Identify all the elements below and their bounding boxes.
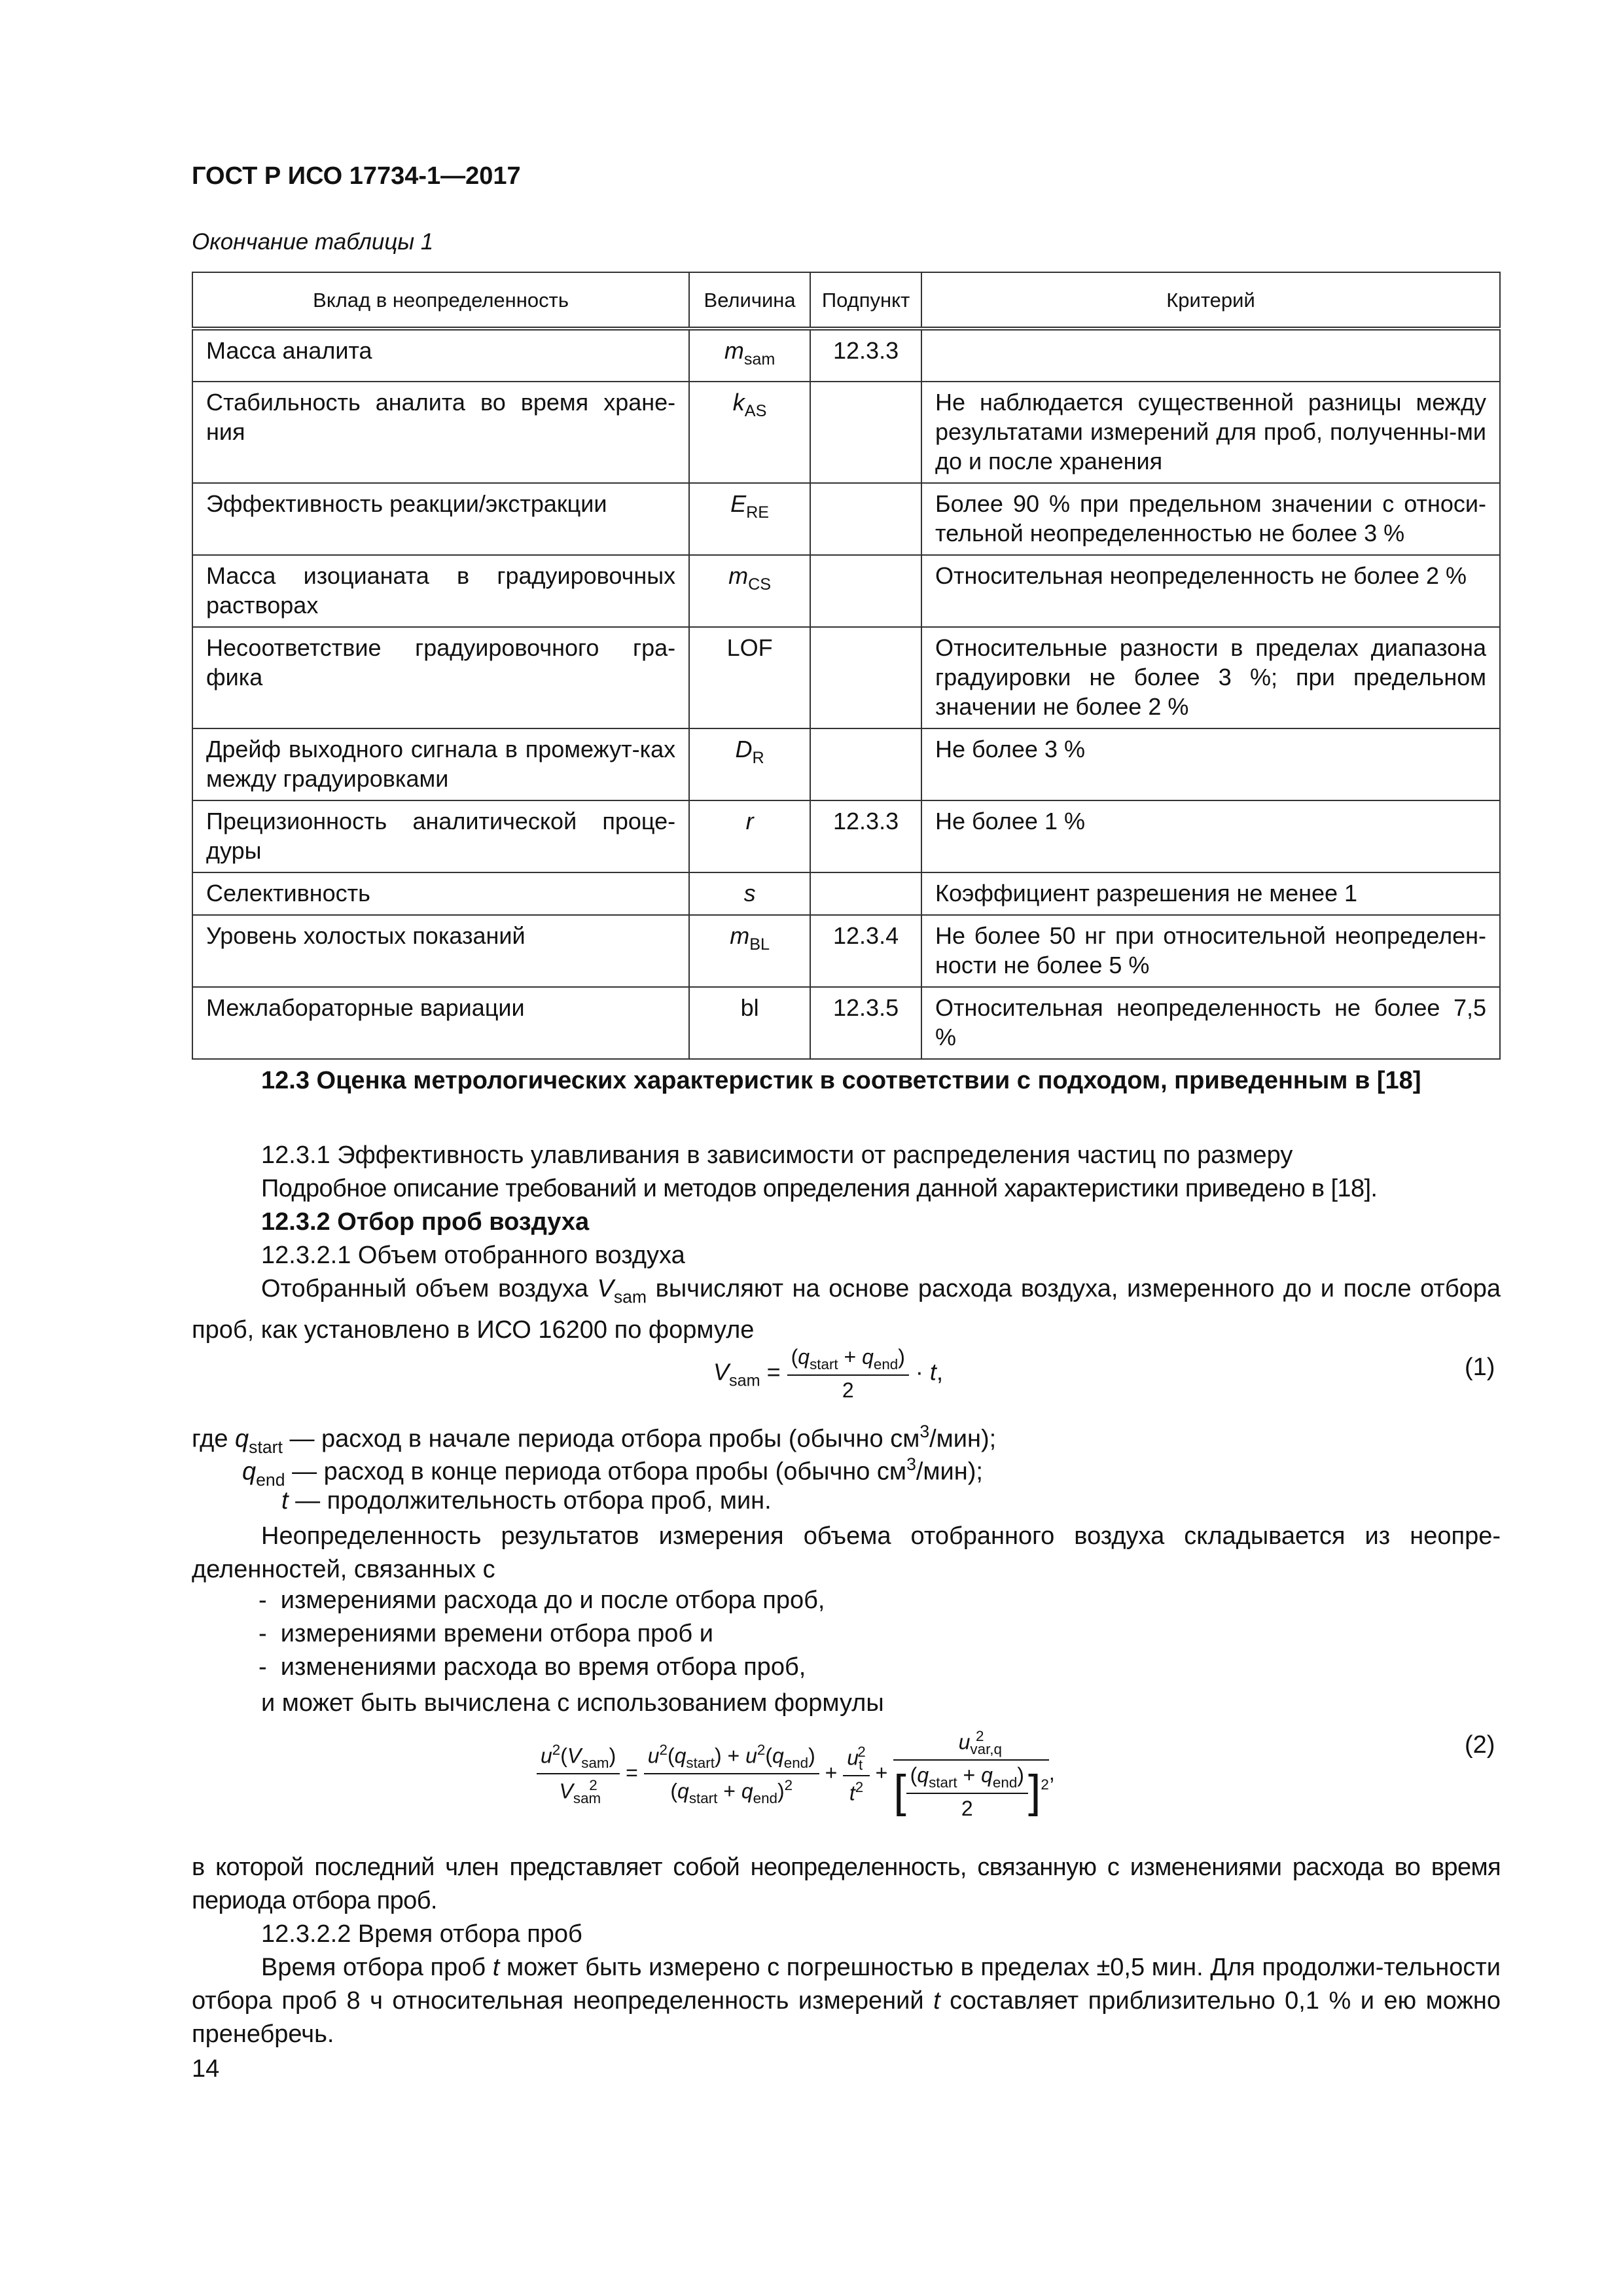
equation-1: $V_{sam}$ = $\frac{(q_{start} + q_{end})}{2}$ · t, <box>713 1345 943 1402</box>
list-item: - измерениями расхода до и после отбора проб, <box>259 1587 825 1614</box>
symbol-cell: $m_{CS}$ <box>689 555 810 627</box>
uncertainty-table <box>192 272 1501 1060</box>
table-row <box>192 915 1500 987</box>
contribution-cell: Дрейф выходного сигнала в промежут-ках между градуировками <box>192 728 689 800</box>
column-header: Вклад в неопределенность <box>192 272 689 329</box>
contribution-cell: Масса изоцианата в градуировочных растворах <box>192 555 689 627</box>
symbol-cell: r <box>689 800 810 872</box>
text: Отобранный объем воздуха <box>261 1275 588 1302</box>
paragraph: и может быть вычислена с использованием формулы <box>261 1689 884 1717</box>
symbol-cell: $E_{RE}$ <box>689 483 810 555</box>
column-header: Величина <box>689 272 810 329</box>
criterion-cell: Не более 1 % <box>921 800 1500 872</box>
list-item: - измерениями времени отбора проб и <box>259 1620 713 1647</box>
table-body <box>192 329 1500 1059</box>
symbol-cell: s <box>689 872 810 915</box>
symbol-cell: $D_R$ <box>689 728 810 800</box>
subclause-cell <box>810 382 921 483</box>
subclause-12-3-1: 12.3.1 Эффективность улавливания в зависимости от распределения частиц по размеру <box>261 1141 1293 1169</box>
symbol-cell: $m_{BL}$ <box>689 915 810 987</box>
contribution-cell: Уровень холостых показаний <box>192 915 689 987</box>
symbol-cell: $m_{sam}$ <box>689 329 810 382</box>
criterion-cell: Относительная неопределенность не более 7,5 % <box>921 987 1500 1059</box>
table-row <box>192 987 1500 1059</box>
page-number: 14 <box>192 2055 220 2083</box>
list-item: - изменениями расхода во время отбора проб, <box>259 1653 806 1681</box>
subclause-cell: 12.3.3 <box>810 329 921 382</box>
paragraph-uncertainty: Неопределенность результатов измерения объема отобранного воздуха складывается из неопре-деленностей, связанных с <box>192 1522 1501 1583</box>
contribution-cell: Эффективность реакции/экстракции <box>192 483 689 555</box>
table-row <box>192 800 1500 872</box>
symbol-cell: bl <box>689 987 810 1059</box>
subclause-cell <box>810 728 921 800</box>
where-line-1: где $q_{start}$ — расход в начале периода отбора пробы (обычно $см^3/мин$); <box>192 1422 997 1457</box>
subclause-12-3-2-2: 12.3.2.2 Время отбора проб <box>261 1920 582 1948</box>
subclause-12-3-2-1: 12.3.2.1 Объем отобранного воздуха <box>261 1242 685 1269</box>
symbol-cell: LOF <box>689 627 810 728</box>
column-header: Критерий <box>921 272 1500 329</box>
subclause-cell <box>810 872 921 915</box>
criterion-cell: Коэффициент разрешения не менее 1 <box>921 872 1500 915</box>
where-line-2: $q_{end}$ — расход в конце периода отбора пробы (обычно $см^3/мин$); <box>242 1454 983 1490</box>
table-row <box>192 329 1500 382</box>
paragraph-volume: Отобранный объем воздуха $V_{sam}$ вычисляют на основе расхода воздуха, измеренного до и после отбора проб, как установлено в ИСО 16200 по формуле <box>192 1275 1501 1344</box>
equation-number: (1) <box>1465 1354 1495 1381</box>
subclause-cell <box>810 627 921 728</box>
subclause-cell <box>810 483 921 555</box>
table-row <box>192 555 1500 627</box>
contribution-cell: Межлабораторные вариации <box>192 987 689 1059</box>
table-caption: Окончание таблицы 1 <box>192 229 434 255</box>
criterion-cell: Относительные разности в пределах диапазона градуировки не более 3 %; при предельном значении не более 2 % <box>921 627 1500 728</box>
subclause-cell: 12.3.4 <box>810 915 921 987</box>
symbol-cell: $k_{AS}$ <box>689 382 810 483</box>
criterion-cell <box>921 329 1500 382</box>
contribution-cell: Несоответствие градуировочного гра-фика <box>192 627 689 728</box>
subclause-12-3-2-heading: 12.3.2 Отбор проб воздуха <box>261 1208 590 1236</box>
paragraph: Подробное описание требований и методов определения данной характеристики приведено в [18]. <box>261 1175 1378 1202</box>
subclause-cell: 12.3.3 <box>810 800 921 872</box>
column-header: Подпункт <box>810 272 921 329</box>
table-row <box>192 483 1500 555</box>
contribution-cell: Прецизионность аналитической проце-дуры <box>192 800 689 872</box>
paragraph-last-term: в которой последний член представляет собой неопределенность, связанную с изменениями расхода во время периода отбора проб. <box>192 1854 1501 1914</box>
document-header: ГОСТ Р ИСО 17734-1—2017 <box>192 162 521 190</box>
equation-2: $\frac{u^2(V_{sam})}{V_{sam}^2}$ = $\frac{u^2(q_{start}) + u^2(q_{end})}{(q_{start} + q_{end})^2}$ + $\frac{u_t^2}{t^2}$ + $u_{var,q}^2$ [ $\frac{(q_{start} + q_{end})}{2}$ ]$^2$ , <box>537 1728 1055 1821</box>
equation-number: (2) <box>1465 1731 1495 1759</box>
table-row <box>192 382 1500 483</box>
table-row <box>192 872 1500 915</box>
contribution-cell: Селективность <box>192 872 689 915</box>
criterion-cell: Не наблюдается существенной разницы между результатами измерений для проб, полученны-ми до и после хранения <box>921 382 1500 483</box>
table-row <box>192 728 1500 800</box>
section-heading: 12.3 Оценка метрологических характеристик в соответствии с подходом, приведенным в [18] <box>261 1067 1421 1094</box>
subclause-cell <box>810 555 921 627</box>
table-header-row <box>192 272 1500 329</box>
subclause-cell: 12.3.5 <box>810 987 921 1059</box>
text: вычисляют на основе расхода воздуха, измеренного до и после отбора проб, как установлено в ИСО 16200 по формуле <box>192 1275 1501 1344</box>
criterion-cell: Не более 3 % <box>921 728 1500 800</box>
criterion-cell: Более 90 % при предельном значении с относи-тельной неопределенностью не более 3 % <box>921 483 1500 555</box>
criterion-cell: Относительная неопределенность не более 2 % <box>921 555 1500 627</box>
contribution-cell: Масса аналита <box>192 329 689 382</box>
contribution-cell: Стабильность аналита во время хране-ния <box>192 382 689 483</box>
paragraph-time: Время отбора проб t может быть измерено с погрешностью в пределах ±0,5 мин. Для продолжи-тельности отбора проб 8 ч относительная неопределенность измерений t составляет приблизительно 0,1 % и ею можно пренебречь. <box>192 1954 1501 2048</box>
where-line-3: t — продолжительность отбора проб, мин. <box>281 1487 772 1515</box>
table-row <box>192 627 1500 728</box>
criterion-cell: Не более 50 нг при относительной неопределен-ности не более 5 % <box>921 915 1500 987</box>
